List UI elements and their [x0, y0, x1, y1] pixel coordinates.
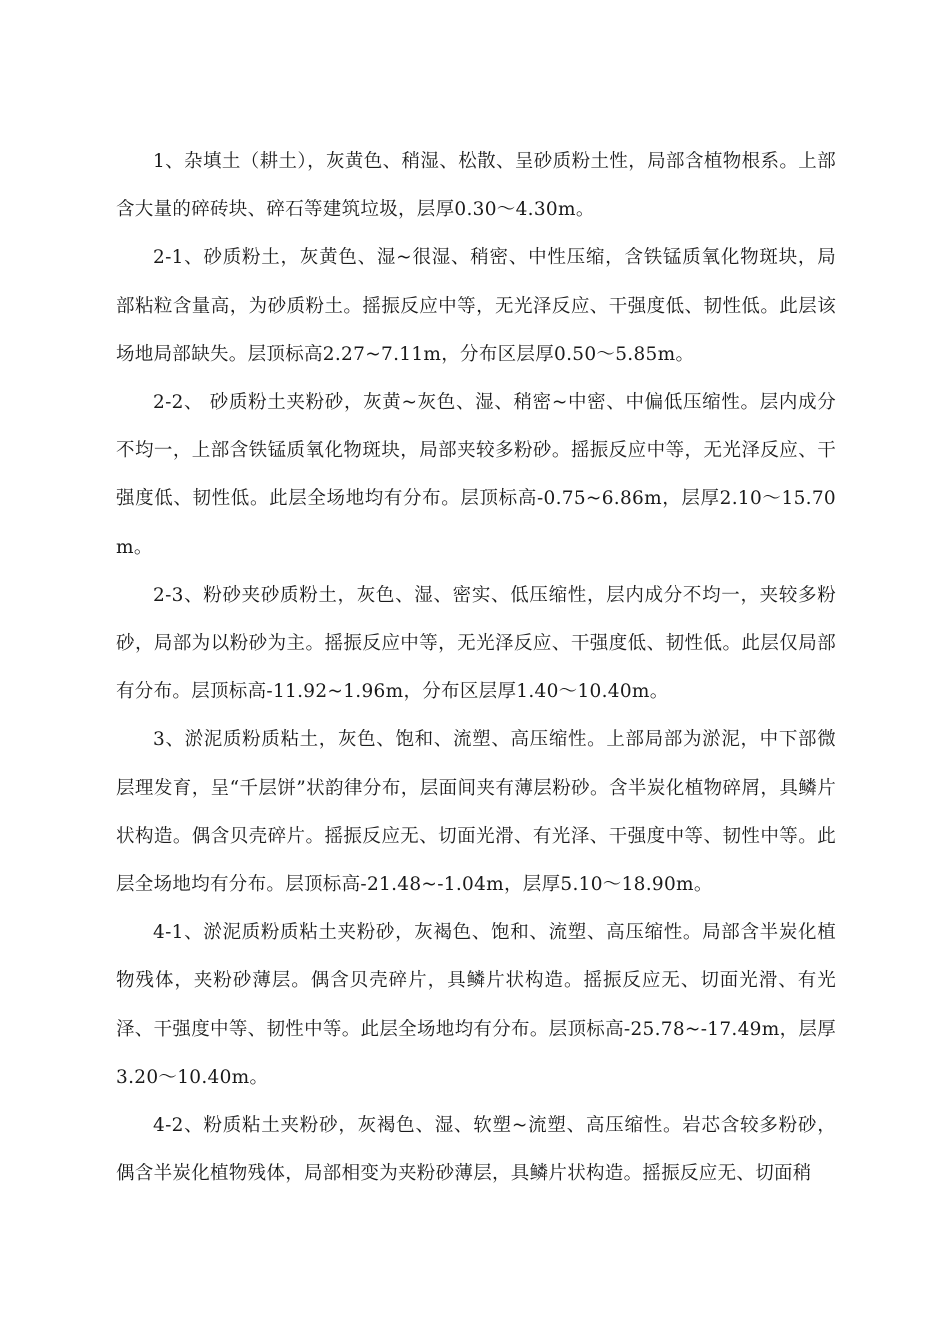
paragraph-layer-4-1: 4-1、淤泥质粉质粘土夹粉砂，灰褐色、饱和、流塑、高压缩性。局部含半炭化植物残体，夹粉砂薄层。偶含贝壳碎片，具鳞片状构造。摇振反应无、切面光滑、有光泽、干强度中等、韧性中等。此层全场地均有分布。层顶标高-25.78~-17.49m，层厚3.20～10.40m。: [116, 922, 836, 1088]
paragraph-layer-2-3: 2-3、粉砂夹砂质粉土，灰色、湿、密实、低压缩性，层内成分不均一，夹较多粉砂，局部为以粉砂为主。摇振反应中等，无光泽反应、干强度低、韧性低。此层仅局部有分布。层顶标高-11.92~1.96m，分布区层厚1.40～10.40m。: [116, 584, 836, 703]
paragraph-layer-4-2: 4-2、粉质粘土夹粉砂，灰褐色、湿、软塑~流塑、高压缩性。岩芯含较多粉砂，偶含半炭化植物残体，局部相变为夹粉砂薄层，具鳞片状构造。摇振反应无、切面稍: [116, 1115, 836, 1185]
paragraph-layer-2-1: 2-1、砂质粉土，灰黄色、湿~很湿、稍密、中性压缩，含铁锰质氧化物斑块，局部粘粒含量高，为砂质粉土。摇振反应中等，无光泽反应、干强度低、韧性低。此层该场地局部缺失。层顶标高2.27~7.11m，分布区层厚0.50～5.85m。: [116, 247, 836, 365]
paragraph-layer-2-2: 2-2、 砂质粉土夹粉砂，灰黄~灰色、湿、稍密~中密、中偏低压缩性。层内成分不均一，上部含铁锰质氧化物斑块，局部夹较多粉砂。摇振反应中等，无光泽反应、干强度低、韧性低。此层全场地均有分布。层顶标高-0.75~6.86m，层厚2.10～15.70m。: [116, 392, 836, 558]
paragraph-fill-soil: 1、杂填土（耕土），灰黄色、稍湿、松散、呈砂质粉土性，局部含植物根系。上部含大量的碎砖块、碎石等建筑垃圾，层厚0.30～4.30m。: [116, 151, 836, 221]
paragraph-layer-3: 3、淤泥质粉质粘土，灰色、饱和、流塑、高压缩性。上部局部为淤泥，中下部微层理发育，呈“千层饼”状韵律分布，层面间夹有薄层粉砂。含半炭化植物碎屑，具鳞片状构造。偶含贝壳碎片。摇振反应无、切面光滑、有光泽、干强度中等、韧性中等。此层全场地均有分布。层顶标高-21.48~-1.04m，层厚5.10～18.90m。: [116, 729, 836, 896]
document-body: [116, 138, 836, 1198]
